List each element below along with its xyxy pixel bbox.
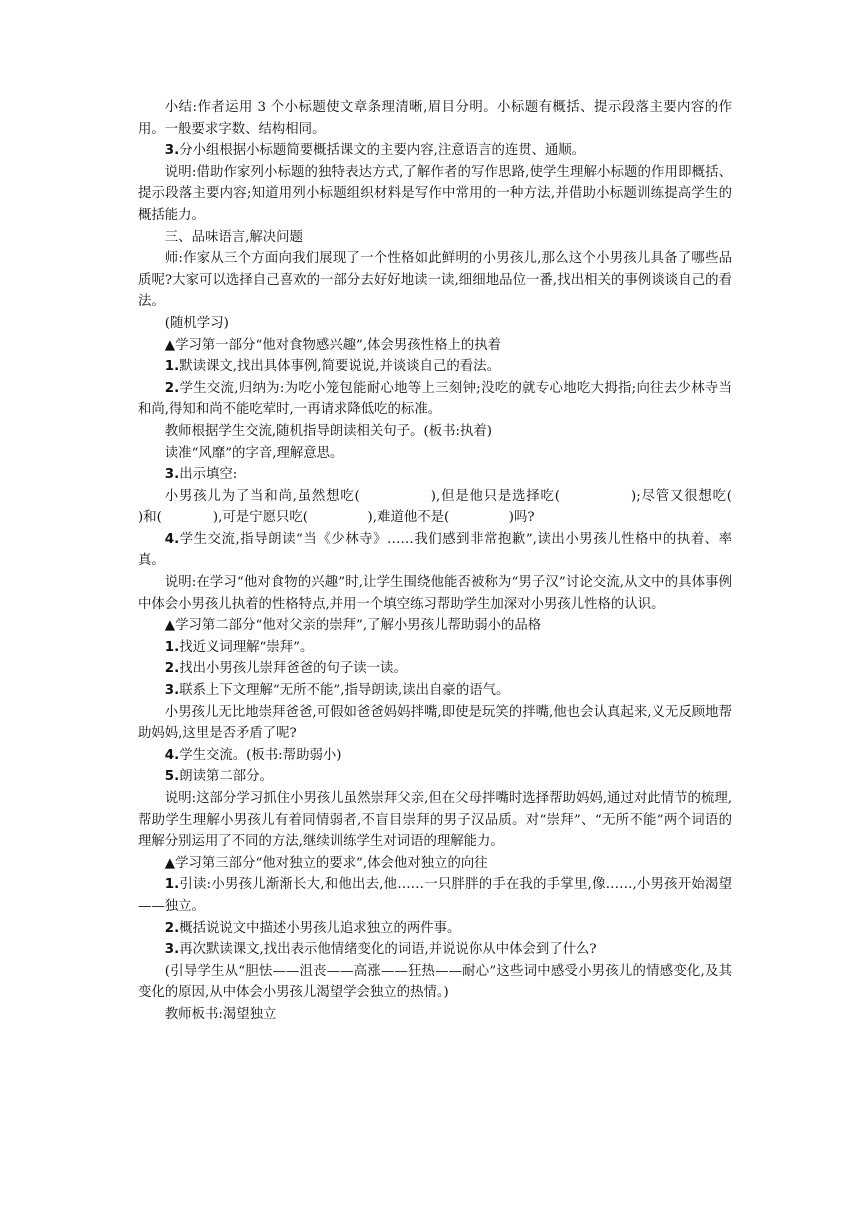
item-number: 3. xyxy=(164,942,180,958)
paragraph-text: 找出小男孩儿崇拜爸爸的句子读一读。 xyxy=(179,661,407,677)
item-number: 1. xyxy=(164,359,180,375)
paragraph-text: 教师根据学生交流,随机指导朗读相关句子。(板书:执着) xyxy=(164,423,492,439)
paragraph-text: ▲学习第一部分“他对食物感兴趣”,体会男孩性格上的执着 xyxy=(164,337,502,353)
item-number: 2. xyxy=(164,380,180,396)
paragraph xyxy=(138,680,732,702)
paragraph-text: (随机学习) xyxy=(164,315,229,331)
paragraph-text: 小男孩儿为了当和尚,虽然想吃( ),但是他只是选择吃( );尽管又很想吃( )和( ),可是宁愿只吃( ),难道他不是( )吗? xyxy=(138,488,784,526)
paragraph xyxy=(138,788,732,853)
paragraph-text: 三、品味语言,解决问题 xyxy=(164,229,303,245)
paragraph-text: 说明:这部分学习抓住小男孩儿虽然崇拜父亲,但在父母拌嘴时选择帮助妈妈,通过对此情节的梳理,帮助学生理解小男孩儿有着同情弱者,不盲目崇拜的男子汉品质。对“崇拜”、“无所不能”两个词语的理解分别运用了不同的方法,继续训练学生对词语的理解能力。 xyxy=(138,791,732,850)
item-number: 2. xyxy=(164,920,180,936)
paragraph-text: 说明:在学习“他对食物的兴趣”时,让学生围绕他能否被称为“男子汉”讨论交流,从文中的具体事例中体会小男孩儿执着的性格特点,并用一个填空练习帮助学生加深对小男孩儿性格的认识。 xyxy=(138,575,732,612)
paragraph xyxy=(138,335,732,357)
paragraph-text: 默读课文,找出具体事例,简要说说,并谈谈自己的看法。 xyxy=(179,359,500,375)
paragraph xyxy=(138,572,732,615)
paragraph xyxy=(138,961,732,1004)
item-number: 5. xyxy=(164,769,180,785)
paragraph xyxy=(138,529,732,572)
paragraph-text: 概括说说文中描述小男孩儿追求独立的两件事。 xyxy=(179,920,461,936)
paragraph-text: 教师板书:渴望独立 xyxy=(164,1006,277,1022)
paragraph xyxy=(138,486,784,529)
paragraph-text: 学生交流。(板书:帮助弱小) xyxy=(179,747,342,763)
paragraph xyxy=(138,853,732,875)
item-number: 3. xyxy=(164,143,180,159)
paragraph xyxy=(138,745,732,767)
item-number: 2. xyxy=(164,661,180,677)
paragraph-text: ▲学习第二部分“他对父亲的崇拜”,了解小男孩儿帮助弱小的品格 xyxy=(164,618,542,634)
paragraph-text: 引读:小男孩儿渐渐长大,和他出去,他……一只胖胖的手在我的手掌里,像……,小男孩开始渴望——独立。 xyxy=(138,877,732,914)
paragraph-text: 再次默读课文,找出表示他情绪变化的词语,并说说你从中体会到了什么? xyxy=(179,942,597,958)
paragraph xyxy=(138,939,732,961)
paragraph xyxy=(138,918,732,940)
item-number: 4. xyxy=(164,531,180,547)
paragraph xyxy=(138,356,732,378)
paragraph xyxy=(138,378,732,421)
paragraph xyxy=(138,1004,732,1026)
paragraph xyxy=(138,464,732,486)
paragraph xyxy=(138,443,732,465)
paragraph-text: 学生交流,指导朗读“当《少林寺》……我们感到非常抱歉”,读出小男孩儿性格中的执着、率真。 xyxy=(138,531,732,569)
paragraph xyxy=(138,637,732,659)
paragraph-text: 小结:作者运用 3 个小标题使文章条理清晰,眉目分明。小标题有概括、提示段落主要内容的作用。一般要求字数、结构相同。 xyxy=(138,100,732,137)
paragraph-text: 出示填空: xyxy=(179,467,238,483)
paragraph xyxy=(138,874,732,917)
item-number: 3. xyxy=(164,683,180,699)
paragraph xyxy=(138,658,732,680)
paragraph-text: 找近义词理解“崇拜”。 xyxy=(179,639,314,655)
item-number: 4. xyxy=(164,747,180,763)
item-number: 3. xyxy=(164,467,180,483)
paragraph xyxy=(138,766,732,788)
paragraph-text: 朗读第二部分。 xyxy=(179,769,273,785)
paragraph-text: 读准“风靡”的字音,理解意思。 xyxy=(164,445,344,461)
paragraph-text: 联系上下文理解“无所不能”,指导朗读,读出自豪的语气。 xyxy=(179,683,510,699)
item-number: 1. xyxy=(164,877,180,893)
paragraph-text: 学生交流,归纳为:为吃小笼包能耐心地等上三刻钟;没吃的就专心地吃大拇指;向往去少林寺当和尚,得知和尚不能吃荤时,一再请求降低吃的标准。 xyxy=(138,380,732,418)
paragraph xyxy=(138,615,732,637)
document-body xyxy=(138,97,784,1026)
paragraph xyxy=(138,227,732,249)
item-number: 1. xyxy=(164,639,180,655)
paragraph-text: 分小组根据小标题简要概括课文的主要内容,注意语言的连贯、通顺。 xyxy=(179,143,586,159)
paragraph-text: 小男孩儿无比地崇拜爸爸,可假如爸爸妈妈拌嘴,即使是玩笑的拌嘴,他也会认真起来,义无反顾地帮助妈妈,这里是否矛盾了呢? xyxy=(138,704,732,742)
paragraph-text: ▲学习第三部分“他对独立的要求”,体会他对独立的向往 xyxy=(164,855,488,871)
paragraph xyxy=(138,97,732,140)
paragraph xyxy=(138,248,732,313)
paragraph xyxy=(138,313,732,335)
paragraph xyxy=(138,140,732,162)
paragraph-text: 说明:借助作家列小标题的独特表达方式,了解作者的写作思路,使学生理解小标题的作用即概括、提示段落主要内容;知道用列小标题组织材料是写作中常用的一种方法,并借助小标题训练提高学生的概括能力。 xyxy=(138,164,732,223)
paragraph xyxy=(138,702,732,745)
paragraph xyxy=(138,421,732,443)
paragraph xyxy=(138,162,732,227)
paragraph-text: (引导学生从“胆怯——沮丧——高涨——狂热——耐心”这些词中感受小男孩儿的情感变化,及其变化的原因,从中体会小男孩儿渴望学会独立的热情。) xyxy=(138,963,732,1001)
paragraph-text: 师:作家从三个方面向我们展现了一个性格如此鲜明的小男孩儿,那么这个小男孩儿具备了哪些品质呢?大家可以选择自己喜欢的一部分去好好地读一读,细细地品位一番,找出相关的事例谈谈自己的看法。 xyxy=(138,251,732,310)
